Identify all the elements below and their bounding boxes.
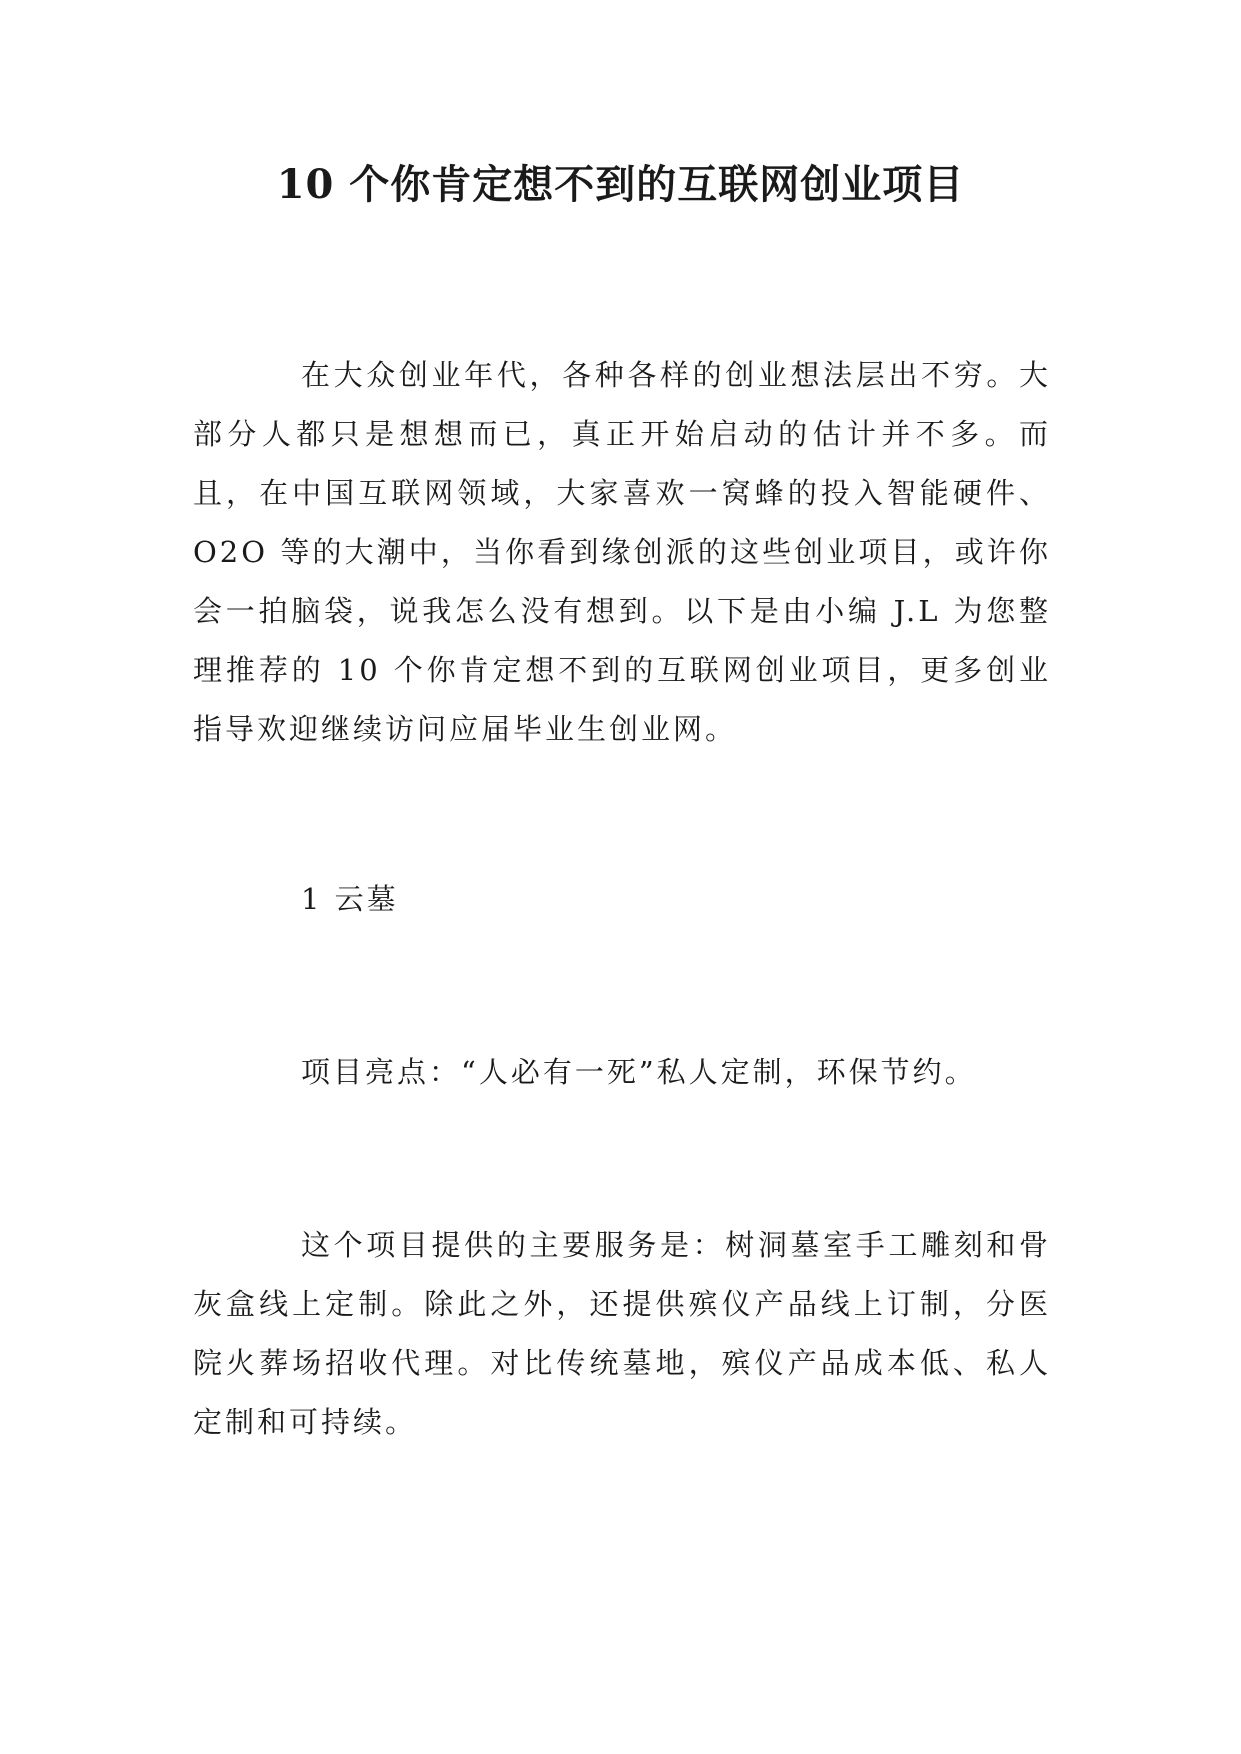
service-description-paragraph: 这个项目提供的主要服务是：树洞墓室手工雕刻和骨灰盒线上定制。除此之外，还提供殡仪产品线上订制，分医院火葬场招收代理。对比传统墓地，殡仪产品成本低、私人定制和可持续。: [193, 1228, 1051, 1439]
document-title: 10 个你肯定想不到的互联网创业项目: [276, 161, 965, 208]
project-highlight-paragraph: 项目亮点：“人必有一死”私人定制，环保节约。: [301, 1055, 977, 1089]
section-heading: 1 云墓: [301, 882, 399, 916]
intro-paragraph: 在大众创业年代，各种各样的创业想法层出不穷。大部分人都只是想想而已，真正开始启动的估计并不多。而且，在中国互联网领域，大家喜欢一窝蜂的投入智能硬件、O2O 等的大潮中，当你看到缘创派的这些创业项目，或许你会一拍脑袋，说我怎么没有想到。以下是由小编 J.L 为您整理推荐的 10 个你肯定想不到的互联网创业项目，更多创业指导欢迎继续访问应届毕业生创业网。: [193, 358, 1051, 746]
